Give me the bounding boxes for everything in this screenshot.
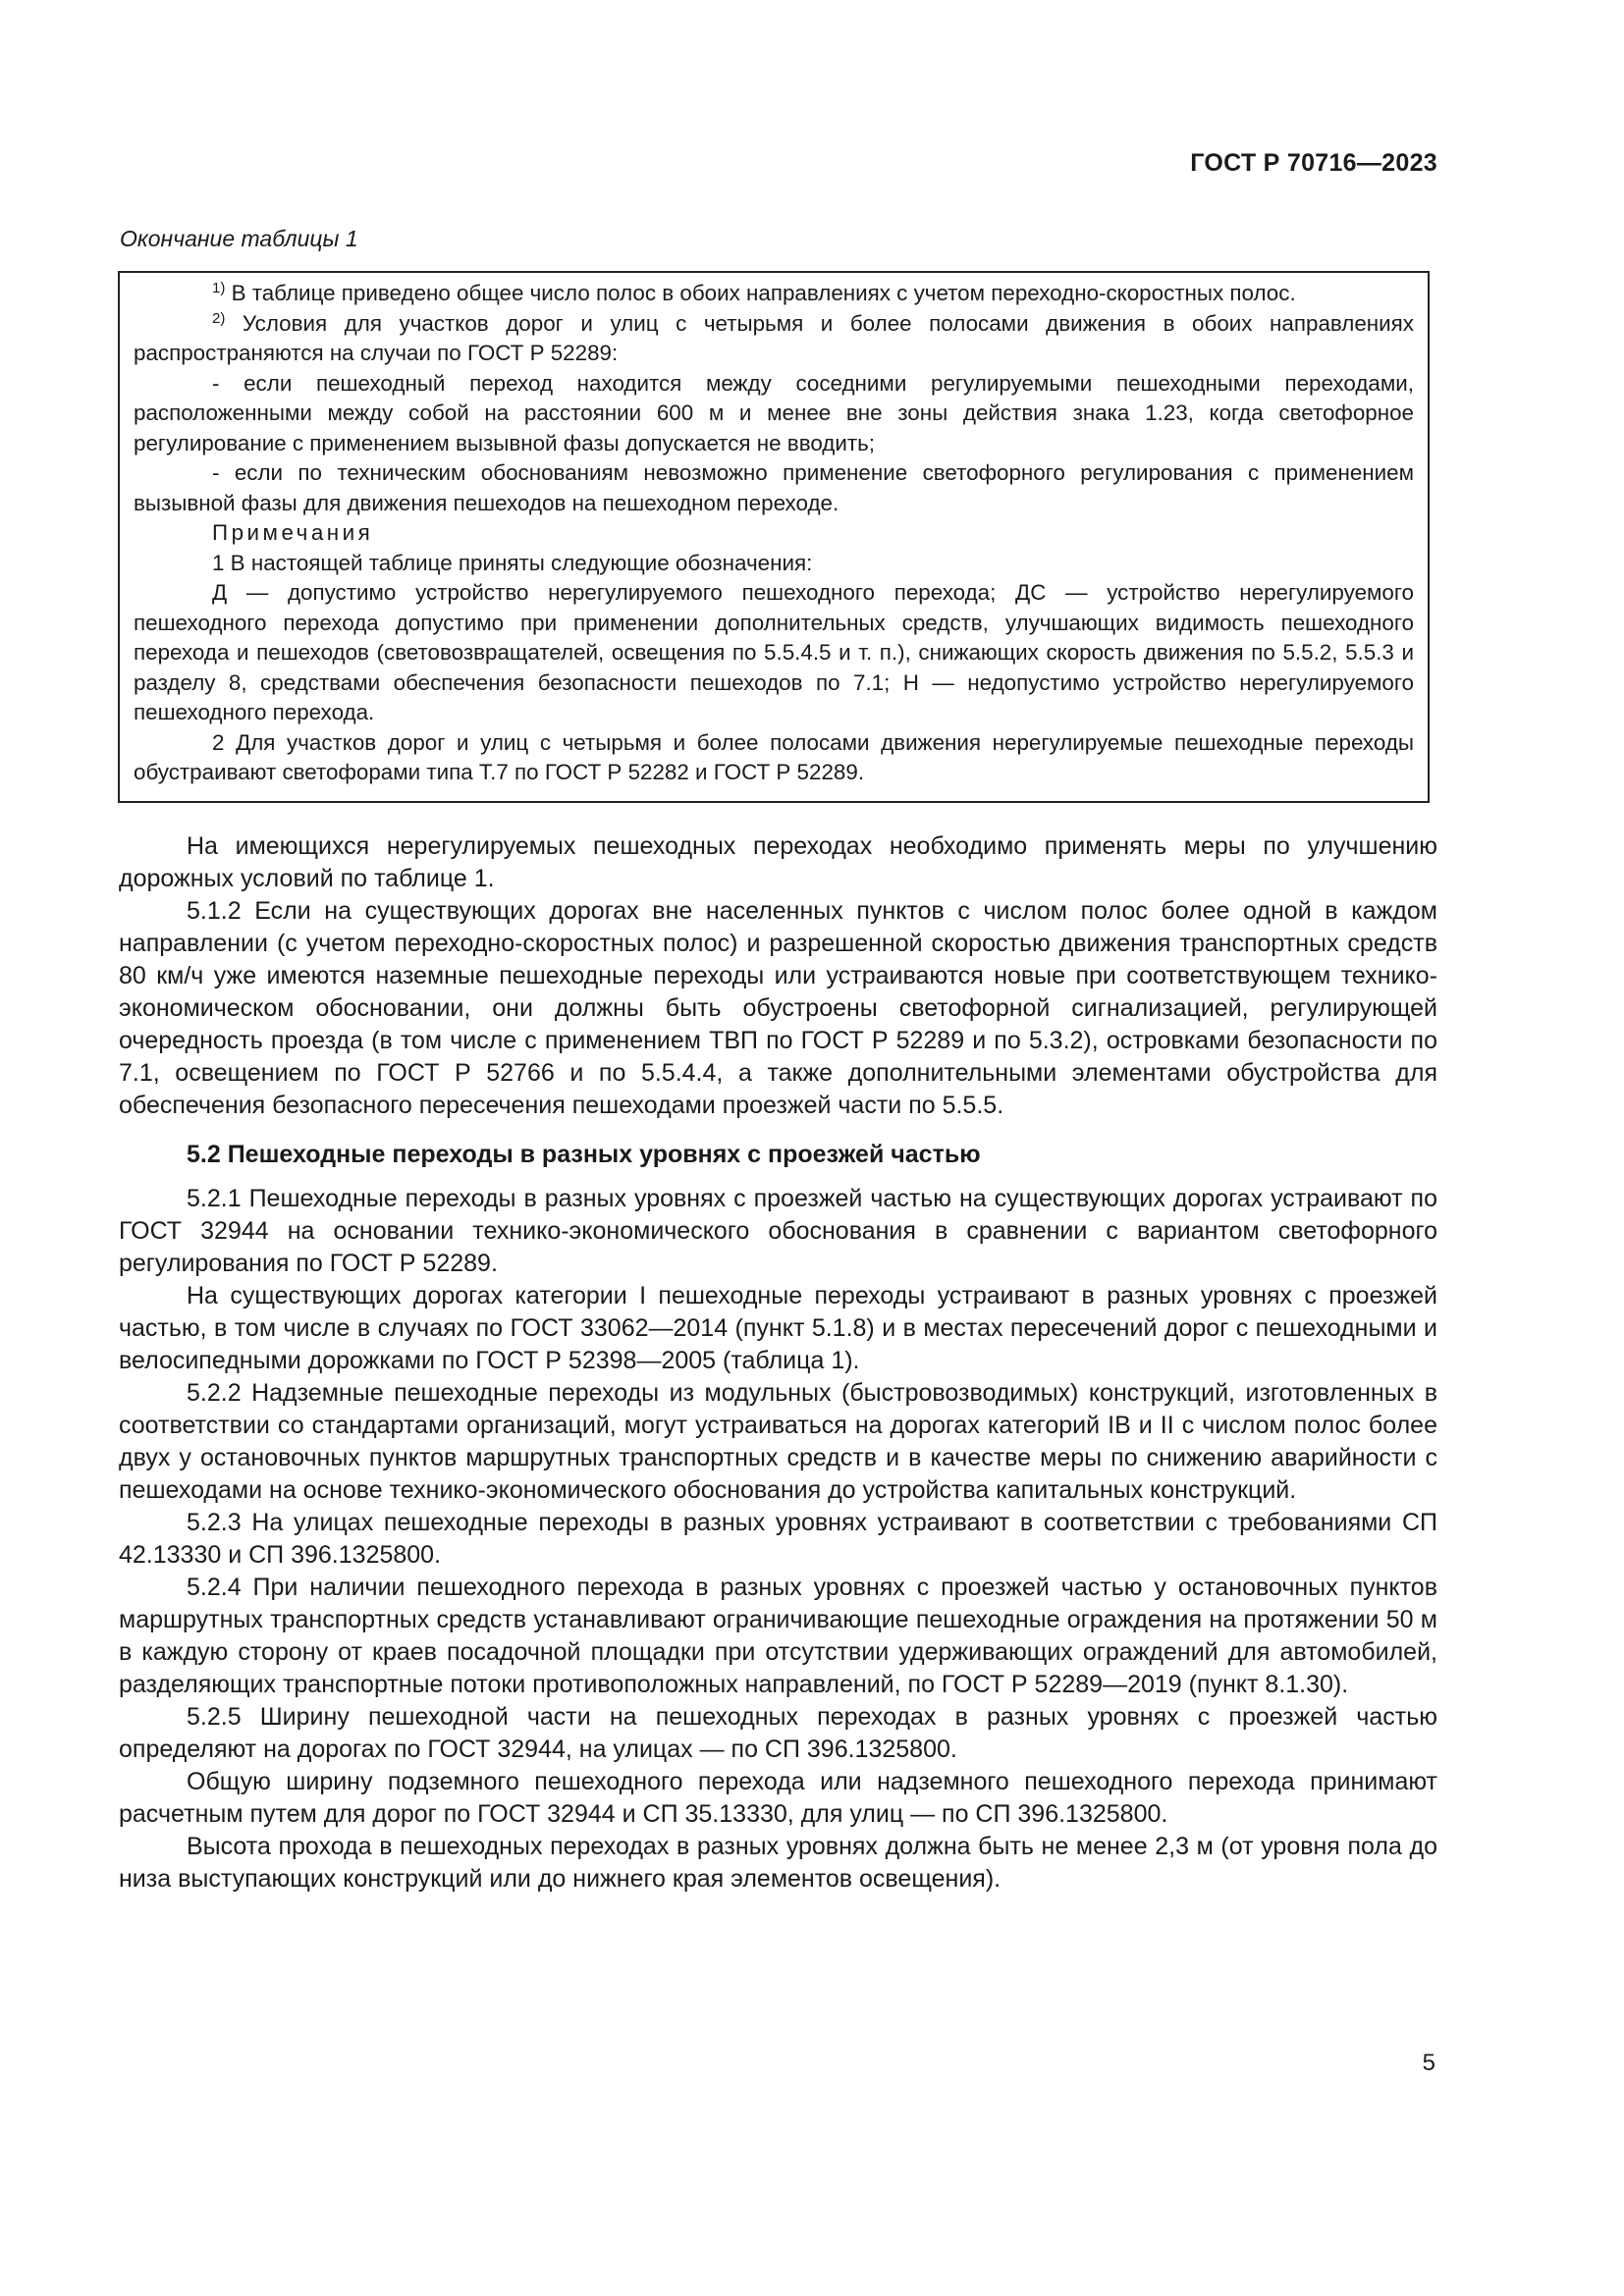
table-caption: Окончание таблицы 1 (120, 226, 358, 251)
paragraph-5-2-1: 5.2.1 Пешеходные переходы в разных уровнях с проезжей частью на существующих дорогах устраивают по ГОСТ 32944 на основании технико-экономического обоснования в сравнении с вариантом светофорного регулирования по ГОСТ Р 52289. (119, 1185, 1437, 1277)
table-footnotes-box (118, 271, 1430, 803)
footnote-2-case-2: - если по техническим обоснованиям невозможно применение светофорного регулирования с применением вызывной фазы для движения пешеходов на пешеходном переходе. (134, 460, 1414, 515)
paragraph: Общую ширину подземного пешеходного перехода или надземного пешеходного перехода принимают расчетным путем для дорог по ГОСТ 32944 и СП 35.13330, для улиц — по СП 396.1325800. (119, 1768, 1437, 1828)
footnote-1 (134, 279, 1414, 309)
notes-heading: Примечания (212, 520, 374, 545)
footnote-2-case-1: - если пешеходный переход находится между соседними регулируемыми пешеходными переходами, расположенными между собой на расстоянии 600 м и менее вне зоны действия знака 1.23, когда светофорное регулирование с применением вызывной фазы допускается не вводить; (134, 370, 1414, 455)
page-number: 5 (1422, 2050, 1435, 2076)
paragraph-5-2-5: 5.2.5 Ширину пешеходной части на пешеходных переходах в разных уровнях с проезжей частью определяют на дорогах по ГОСТ 32944, на улицах — по СП 396.1325800. (119, 1703, 1437, 1763)
note-1-detail: Д — допустимо устройство нерегулируемого пешеходного перехода; ДС — устройство нерегулируемого пешеходного перехода допустимо при применении дополнительных средств, улучшающих видимость пешеходного перехода и пешеходов (световозвращателей, освещения по 5.5.4.5 и т. п.), снижающих скорость движения по 5.5.2, 5.5.3 и разделу 8, средствами обеспечения безопасности пешеходов по 7.1; Н — недопустимо устройство нерегулируемого пешеходного перехода. (134, 580, 1414, 724)
paragraph-5-1-2: 5.1.2 Если на существующих дорогах вне населенных пунктов с числом полос более одной в каждом направлении (с учетом переходно-скоростных полос) и разрешенной скоростью движения транспортных средств 80 км/ч уже имеются наземные пешеходные переходы или устраиваются новые при соответствующем технико-экономическом обосновании, они должны быть обустроены светофорной сигнализацией, регулирующей очередность проезда (в том числе с применением ТВП по ГОСТ Р 52289 и по 5.3.2), островками безопасности по 7.1, освещением по ГОСТ Р 52766 и по 5.5.4.4, а также дополнительными элементами обустройства для обеспечения безопасного пересечения пешеходами проезжей части по 5.5.5. (119, 897, 1437, 1119)
note-1: 1 В настоящей таблице приняты следующие обозначения: (212, 550, 813, 575)
section-heading-5-2: 5.2 Пешеходные переходы в разных уровнях с проезжей частью (187, 1141, 981, 1168)
footnote-2-mark: 2) (212, 309, 226, 327)
footnote-1-text: В таблице приведено общее число полос в обоих направлениях с учетом переходно-скоростных полос. (225, 281, 1296, 305)
paragraph-5-2-2: 5.2.2 Надземные пешеходные переходы из модульных (быстровозводимых) конструкций, изготовленных в соответствии со стандартами организаций, могут устраиваться на дорогах категорий IB и II с числом полос более двух у остановочных пунктов маршрутных транспортных средств и в качестве меры по снижению аварийности с пешеходами на основе технико-экономического обоснования до устройства капитальных конструкций. (119, 1379, 1437, 1504)
footnote-1-mark: 1) (212, 280, 226, 296)
footnote-2 (134, 309, 1414, 369)
note-2: 2 Для участков дорог и улиц с четырьмя и более полосами движения нерегулируемые пешеходные переходы обустраивают светофорами типа Т.7 по ГОСТ Р 52282 и ГОСТ Р 52289. (134, 729, 1414, 784)
main-text (119, 830, 1437, 1896)
paragraph: На существующих дорогах категории I пешеходные переходы устраивают в разных уровнях с проезжей частью, в том числе в случаях по ГОСТ 33062—2014 (пункт 5.1.8) и в местах пересечений дорог с пешеходными и велосипедными дорожками по ГОСТ Р 52398—2005 (таблица 1). (119, 1282, 1437, 1374)
footnote-2-text: Условия для участков дорог и улиц с четырьмя и более полосами движения в обоих направлениях распространяются на случаи по ГОСТ Р 52289: (134, 310, 1414, 365)
paragraph: На имеющихся нерегулируемых пешеходных переходах необходимо применять меры по улучшению дорожных условий по таблице 1. (119, 832, 1437, 892)
paragraph: Высота прохода в пешеходных переходах в разных уровнях должна быть не менее 2,3 м (от уровня пола до низа выступающих конструкций или до нижнего края элементов освещения). (119, 1833, 1437, 1893)
document-id-header: ГОСТ Р 70716—2023 (1190, 149, 1437, 177)
paragraph-5-2-4: 5.2.4 При наличии пешеходного перехода в разных уровнях с проезжей частью у остановочных пунктов маршрутных транспортных средств устанавливают ограничивающие пешеходные ограждения на протяжении 50 м в каждую сторону от краев посадочной площадки при отсутствии удерживающих ограждений для автомобилей, разделяющих транспортные потоки противоположных направлений, по ГОСТ Р 52289—2019 (пункт 8.1.30). (119, 1574, 1437, 1698)
paragraph-5-2-3: 5.2.3 На улицах пешеходные переходы в разных уровнях устраивают в соответствии с требованиями СП 42.13330 и СП 396.1325800. (119, 1509, 1437, 1569)
